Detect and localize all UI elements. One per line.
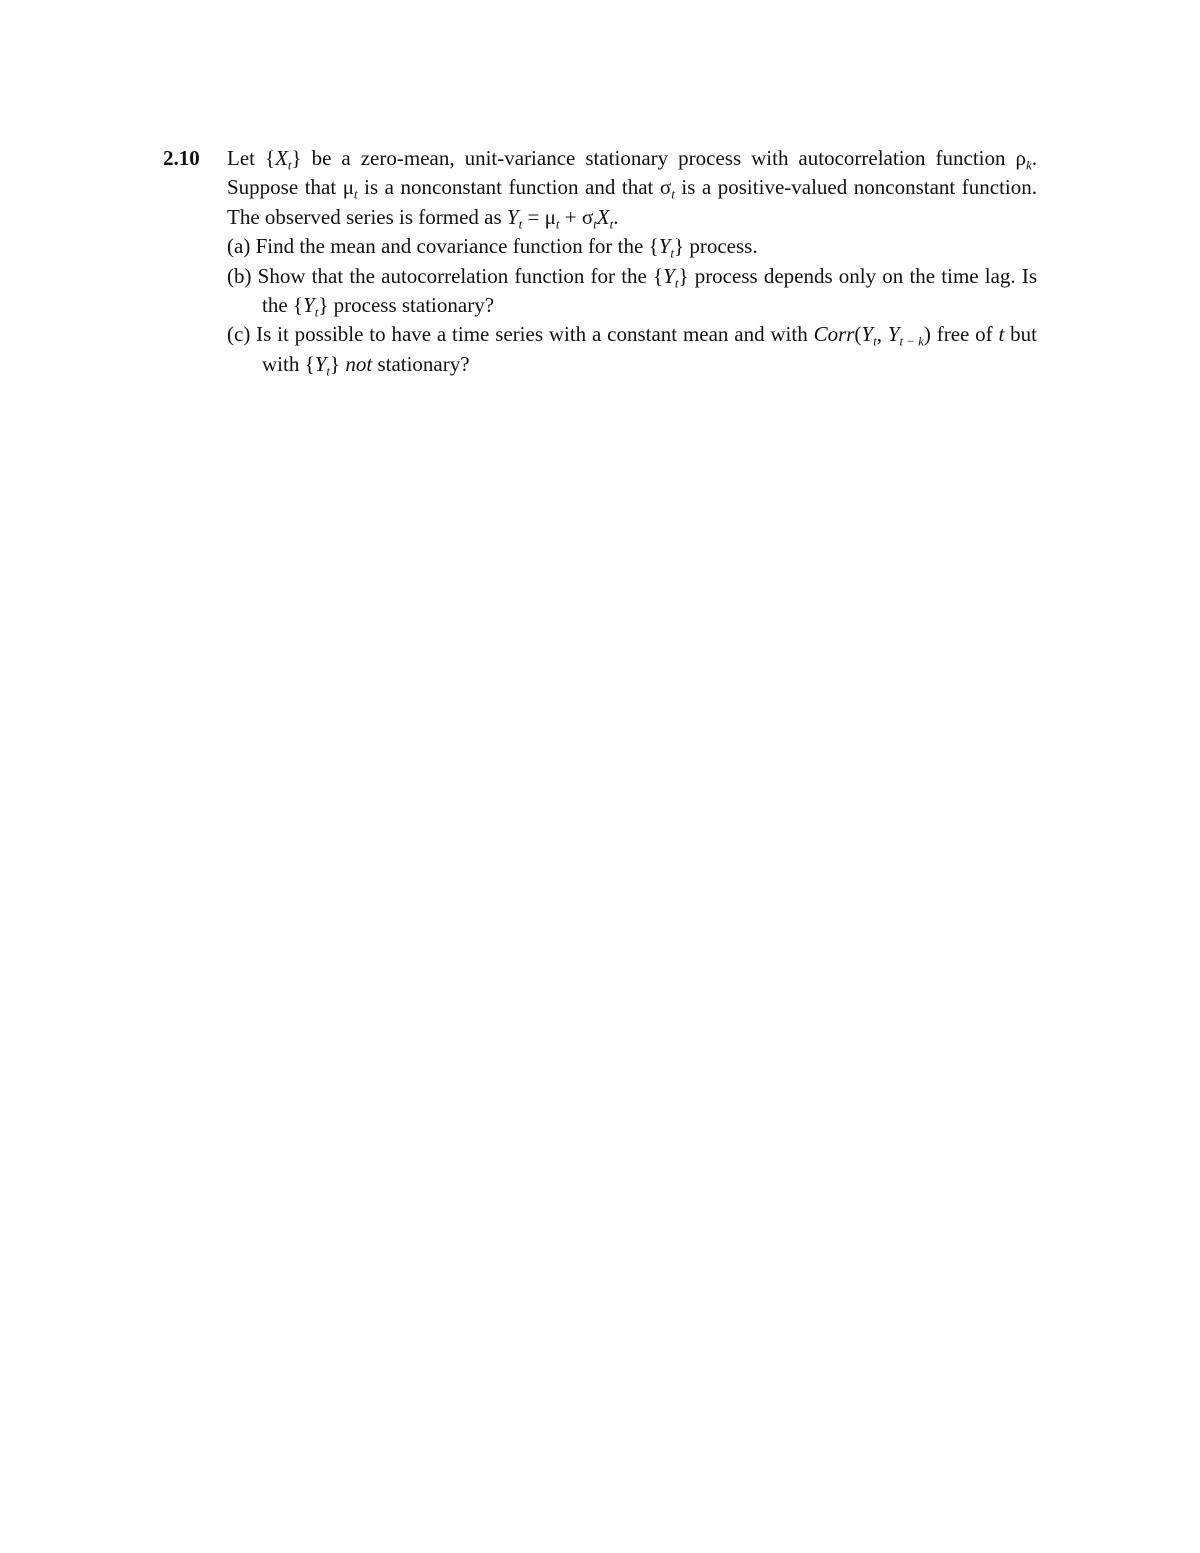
math-x-process: $\{X_t\}$ bbox=[264, 146, 302, 173]
math-y-process: $\{Y_t\}$ bbox=[653, 263, 689, 291]
math-y-process: $\{Y_t\}$ bbox=[648, 234, 685, 261]
math-t: t bbox=[998, 322, 1005, 347]
exercise-body bbox=[227, 144, 1037, 379]
math-y-process: $\{Y_t\}$ bbox=[304, 351, 341, 379]
exercise-2-10 bbox=[163, 144, 1037, 379]
math-y-process: $\{Y_t\}$ bbox=[292, 293, 329, 320]
emphasis-not: not bbox=[345, 351, 373, 376]
part-a: (a) Find the mean and covariance function for the $\{Y_t\}$ process. bbox=[227, 234, 758, 261]
math-mu-t: $\mu_t$ bbox=[342, 175, 358, 202]
exercise-stem: Let $\{X_t\}$ be a zero-mean, unit-variance stationary process with autocorrelation function $\rho_k$. Suppose that $\mu_t$ is a nonconstant function and that $\sigma_t$ is a positive-valued nonconstant function. The observed series is formed as $Y_t = \mu_t + \sigma_tX_t$. bbox=[227, 146, 1038, 232]
part-c: (c) Is it possible to have a time series with a constant mean and with $Corr(Y_t$, $Y_{t - k}$) free of t but with $\{Y_t\}$ not stationary? bbox=[227, 322, 1038, 379]
math-rho-k: $\rho_k$ bbox=[1015, 146, 1032, 173]
math-y-definition: $Y_t = \mu_t + \sigma_tX_t$ bbox=[506, 204, 614, 232]
part-b-label: (b) bbox=[227, 263, 252, 288]
math-corr: $Corr(Y_t$, $Y_{t - k}$) bbox=[813, 322, 931, 349]
part-a-label: (a) bbox=[227, 234, 251, 259]
math-sigma-t: $\sigma_t$ bbox=[659, 175, 675, 202]
exercise-number: 2.10 bbox=[163, 146, 200, 170]
part-b: (b) Show that the autocorrelation function for the $\{Y_t\}$ process depends only on the time lag. Is the $\{Y_t\}$ process stationary? bbox=[227, 263, 1037, 320]
part-c-label: (c) bbox=[227, 322, 251, 347]
